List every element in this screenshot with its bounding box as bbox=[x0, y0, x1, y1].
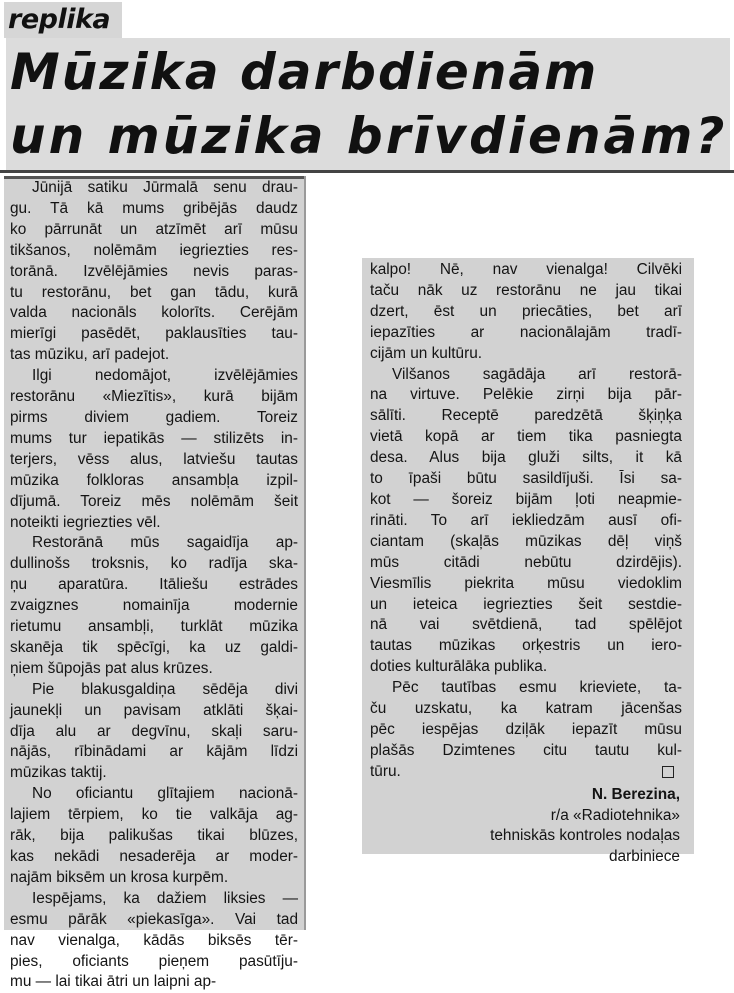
text-line: iepazīties ar nacionālajām tradī- bbox=[370, 323, 682, 341]
text-line: Iespējams, ka dažiem liksies — bbox=[32, 889, 298, 907]
text-line: Viesmīlis piekrita mūsu viedoklim bbox=[370, 574, 682, 592]
text-line: Pie blakusgaldiņa sēdēja divi bbox=[32, 680, 298, 698]
text-line: dullinošs troksnis, ko radīja ska- bbox=[10, 555, 298, 573]
text-line: tūru. bbox=[370, 762, 682, 783]
text-line: pies, oficiants pieņem pasūtīju- bbox=[10, 952, 298, 970]
right-paragraph bbox=[370, 260, 682, 365]
text-line: na virtuve. Pelēkie zirņi bija pār- bbox=[370, 386, 682, 404]
end-mark-icon bbox=[662, 766, 674, 778]
text-line: rināti. To arī iekliedzām ausī ofi- bbox=[370, 511, 682, 529]
text-line: rietumu ansambļi, turklāt mūzika bbox=[10, 618, 298, 636]
text-line: plašās Dzimtenes citu tautu kul- bbox=[370, 741, 682, 759]
left-paragraph bbox=[10, 366, 298, 533]
text-line: mūs citādi nebūtu dzirdējis). bbox=[370, 553, 682, 571]
text-line: ņiem šūpojās pat alus krūzes. bbox=[10, 659, 213, 677]
text-line: pirms diviem gadiem. Toreiz bbox=[10, 408, 298, 426]
text-line: mūzika folkloras ansambļa izpil- bbox=[10, 471, 298, 489]
text-line: dījumā. Toreiz mēs nolēmām šeit bbox=[10, 492, 298, 510]
text-line: tas mūziku, arī padejot. bbox=[10, 346, 170, 364]
text-line: esmu pārāk «piekasīga». Vai tad bbox=[10, 910, 298, 928]
left-paragraph bbox=[10, 889, 298, 993]
text-line: dzert, ēst un priecāties, bet arī bbox=[370, 302, 682, 320]
text-line: restorānu «Miezītis», kurā bijām bbox=[10, 388, 298, 406]
text-line: Pēc tautības esmu krieviete, ta- bbox=[392, 679, 682, 697]
author-organization: r/a «Radiotehnika» bbox=[550, 806, 680, 824]
right-paragraph bbox=[370, 678, 682, 783]
text-line: kot — šoreiz bijām ļoti neapmie- bbox=[370, 490, 682, 508]
text-line: mūzikas taktij. bbox=[10, 764, 107, 782]
section-kicker: replika bbox=[4, 2, 122, 38]
text-line: ču uzskatu, ka katram jācenšas bbox=[370, 700, 682, 718]
text-line: kalpo! Nē, nav vienalga! Cilvēki bbox=[370, 261, 682, 278]
text-line: taču nāk uz restorānu ne jau tikai bbox=[370, 281, 682, 299]
text-line: skanēja tik spēcīgi, ka uz galdi- bbox=[10, 638, 298, 656]
text-line: nā vai svētdienā, tad spēlējot bbox=[370, 616, 682, 634]
text-line: lajiem tērpiem, ko tie valkāja ag- bbox=[10, 806, 298, 824]
text-line: valda nacionāls kolorīts. Cerējām bbox=[10, 304, 298, 322]
text-line: ciantam (skaļās mūzikas dēļ viņš bbox=[370, 532, 682, 550]
text-line: Ilgi nedomājot, izvēlējāmies bbox=[32, 367, 298, 385]
text-line: desa. Alus bija gluži silts, it kā bbox=[370, 449, 682, 467]
left-text-column bbox=[4, 176, 304, 991]
text-line: Restorānā mūs sagaidīja ap- bbox=[32, 534, 298, 552]
text-line: vietā kopā ar tiem tika pasniegta bbox=[370, 428, 682, 446]
author-position: darbiniece bbox=[608, 848, 680, 866]
text-line: nav vienalga, kādās biksēs tēr- bbox=[10, 931, 298, 949]
column-divider bbox=[304, 176, 306, 930]
author-department: tehniskās kontroles nodaļas bbox=[490, 827, 680, 845]
text-line: mu — lai tikai ātri un laipni ap- bbox=[10, 973, 217, 991]
left-paragraph bbox=[10, 533, 298, 679]
text-line: cijām un kultūru. bbox=[370, 344, 483, 362]
text-line: noteikti iegriezties vēl. bbox=[10, 513, 161, 531]
text-line: nājās, rībinādami ar kājām līdzi bbox=[10, 743, 298, 761]
text-line: najām biksēm un krosa kurpēm. bbox=[10, 868, 229, 886]
text-line: rāk, bija palikušas tikai blūzes, bbox=[10, 827, 298, 845]
text-line: No oficiantu glītajiem nacionā- bbox=[32, 785, 298, 803]
text-line: torānā. Izvēlējāmies nevis paras- bbox=[10, 262, 298, 280]
text-line: tautas mūzikas orķestris un iero- bbox=[370, 637, 682, 655]
headline bbox=[6, 38, 730, 170]
right-text-column bbox=[362, 258, 694, 866]
text-line: pēc iespējas dziļāk iepazīt mūsu bbox=[370, 720, 682, 738]
left-paragraph bbox=[10, 178, 298, 366]
text-line: Vilšanos sagādāja arī restorā- bbox=[392, 365, 682, 383]
text-line: tu restorānu, bet gan tādu, kurā bbox=[10, 283, 298, 301]
text-line: un ieteica iegriezties šeit sestdie- bbox=[370, 595, 682, 613]
text-line: sālīti. Receptē paredzētā šķiņķa bbox=[370, 407, 682, 425]
text-line: mierīgi pasēdēt, paklausīties tau- bbox=[10, 325, 298, 343]
author-name: N. Berezina, bbox=[591, 785, 680, 803]
text-line: dīja alu ar degvīnu, skaļi saru- bbox=[10, 722, 298, 740]
text-line: doties kulturālāka publika. bbox=[370, 658, 548, 676]
right-paragraph bbox=[370, 365, 682, 679]
text-line: Jūnijā satiku Jūrmalā senu drau- bbox=[32, 179, 298, 196]
headline-divider bbox=[0, 170, 734, 173]
left-paragraph bbox=[10, 680, 298, 785]
left-paragraph bbox=[10, 784, 298, 889]
text-line: ņu aparatūra. Itāliešu estrādes bbox=[10, 576, 298, 594]
text-line: gu. Tā kā mums gribējās daudz bbox=[10, 199, 298, 217]
text-line: to īpaši būtu sasildījuši. Īsi sa- bbox=[370, 470, 682, 488]
text-line: kas nekādi nesaderēja ar moder- bbox=[10, 848, 298, 865]
text-line: tikšanos, nolēmām iegriezties res- bbox=[10, 241, 298, 259]
text-line: terjers, vēss alus, latviešu tautas bbox=[10, 450, 298, 468]
text-line: mums tur iepatikās — stilizēts in- bbox=[10, 429, 298, 447]
text-line: zvaigznes nomainīja modernie bbox=[10, 597, 298, 615]
headline-line-1: Mūzika darbdienām bbox=[10, 43, 599, 101]
text-line: jaunekļi un pavisam atklāti šķai- bbox=[10, 701, 298, 719]
text-line: ko pārrunāt un atzīmēt arī mūsu bbox=[10, 220, 298, 238]
headline-line-2: un mūzika brīvdienām? bbox=[10, 107, 728, 165]
